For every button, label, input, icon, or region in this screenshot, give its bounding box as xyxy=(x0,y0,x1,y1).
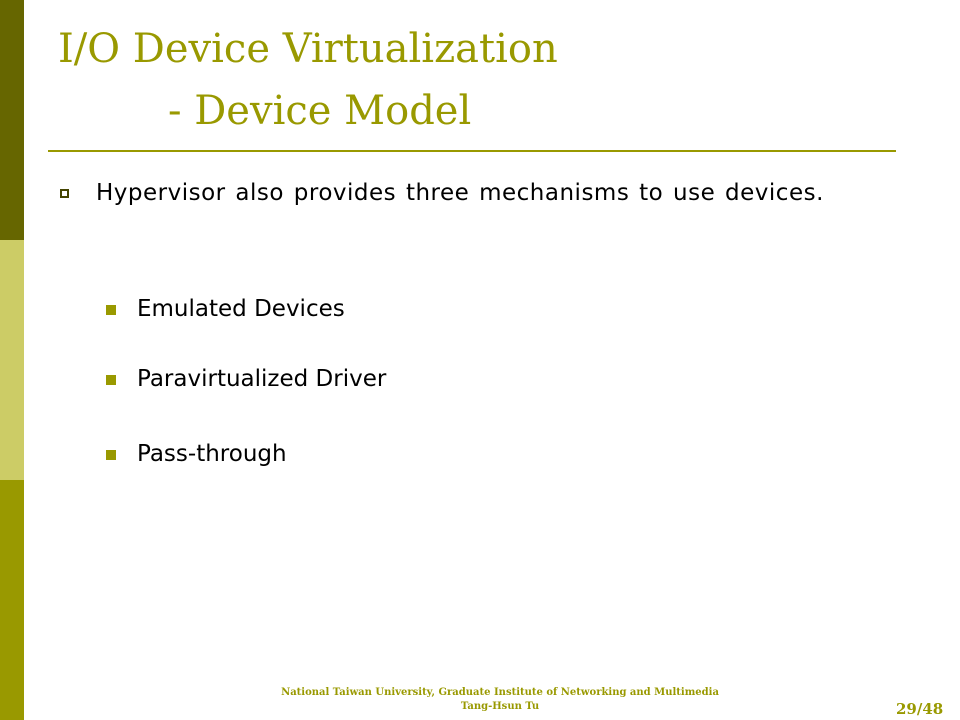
sub-bullet-text: Emulated Devices xyxy=(137,296,345,322)
filled-square-bullet-icon xyxy=(106,305,116,315)
filled-square-bullet-icon xyxy=(106,450,116,460)
sidebar-segment-mid xyxy=(0,480,24,720)
sidebar-accent-bar xyxy=(0,0,24,720)
footer-author: Tang-Hsun Tu xyxy=(460,701,540,712)
sub-bullet-item xyxy=(106,292,706,326)
hollow-square-bullet-icon xyxy=(60,189,69,198)
slide-title-line2: - Device Model xyxy=(168,88,472,134)
sub-bullet-text: Paravirtualized Driver xyxy=(137,366,387,392)
slide-title-line1: I/O Device Virtualization xyxy=(58,26,558,72)
slide-footer xyxy=(200,686,800,714)
slide-title xyxy=(58,18,558,142)
main-bullet-text: Hypervisor also provides three mechanisms to use devices. xyxy=(96,180,824,206)
sub-bullet-item xyxy=(106,362,706,396)
sidebar-segment-dark xyxy=(0,0,24,240)
footer-institution: National Taiwan University, Graduate Institute of Networking and Multimedia xyxy=(281,687,719,698)
title-divider xyxy=(48,150,896,152)
sidebar-segment-light xyxy=(0,240,24,480)
sub-bullet-text: Pass-through xyxy=(137,441,287,467)
filled-square-bullet-icon xyxy=(106,375,116,385)
page-number: 29/48 xyxy=(896,700,944,718)
sub-bullet-item xyxy=(106,437,706,471)
